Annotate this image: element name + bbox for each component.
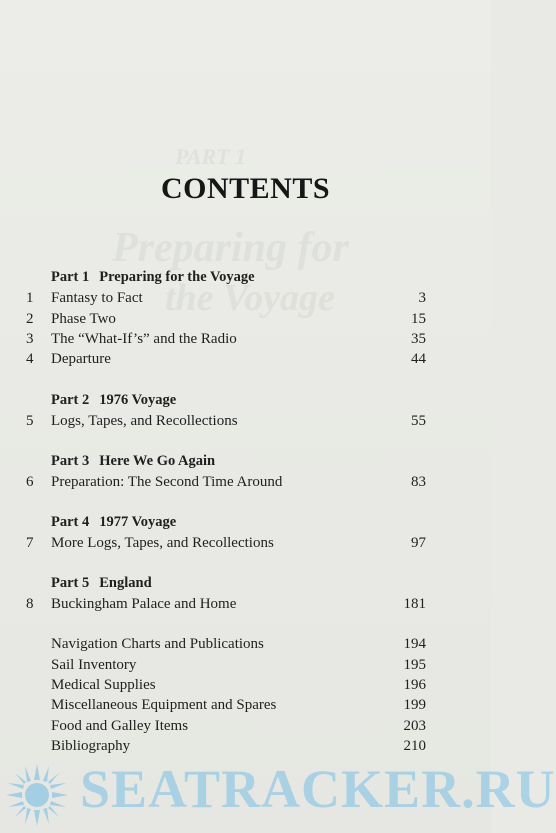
- page-number: 83: [411, 474, 426, 490]
- chapter-title: Buckingham Palace and Home: [51, 596, 237, 612]
- toc-entry[interactable]: [0, 472, 491, 492]
- part-heading: [0, 267, 491, 287]
- toc-entry[interactable]: [0, 594, 491, 614]
- appendix-entry[interactable]: [0, 695, 491, 715]
- page-number: 55: [411, 413, 426, 429]
- appendix-title: Food and Galley Items: [51, 718, 189, 734]
- chapter-number: 6: [26, 474, 34, 490]
- chapter-title: Departure: [51, 351, 111, 367]
- watermark-text: SEATRACKER.RU: [80, 759, 556, 819]
- part-title: Here We Go Again: [99, 453, 216, 469]
- appendix-title: Sail Inventory: [51, 657, 137, 673]
- page-number: 97: [411, 535, 426, 551]
- appendix-entry[interactable]: [0, 655, 491, 675]
- part-title: 1977 Voyage: [99, 514, 177, 530]
- part-number: Part 1: [51, 269, 90, 285]
- appendix-entry[interactable]: [0, 675, 491, 695]
- toc-entry[interactable]: [0, 309, 491, 329]
- show-through-text: PART 1: [175, 144, 247, 169]
- toc-entry[interactable]: [0, 533, 491, 553]
- show-through-text: Preparing for: [112, 225, 349, 271]
- appendix-title: Bibliography: [51, 738, 131, 754]
- toc-entry[interactable]: [0, 411, 491, 431]
- part-title: 1976 Voyage: [99, 392, 177, 408]
- chapter-number: 1: [26, 290, 34, 306]
- appendix-entry[interactable]: [0, 634, 491, 654]
- chapter-title: More Logs, Tapes, and Recollections: [51, 535, 274, 551]
- part-number: Part 2: [51, 392, 90, 408]
- part-number: Part 3: [51, 453, 90, 469]
- part-heading: [0, 390, 491, 410]
- appendix-title: Medical Supplies: [51, 677, 156, 693]
- part-title: England: [99, 575, 152, 591]
- part-heading: [0, 451, 491, 471]
- chapter-number: 5: [26, 413, 34, 429]
- page-number: 210: [403, 738, 426, 754]
- chapter-title: Preparation: The Second Time Around: [51, 474, 283, 490]
- page-number: 15: [411, 311, 426, 327]
- chapter-title: Logs, Tapes, and Recollections: [51, 413, 238, 429]
- chapter-number: 3: [26, 331, 34, 347]
- page-number: 194: [403, 636, 426, 652]
- appendix-entry[interactable]: [0, 736, 491, 756]
- part-heading: [0, 512, 491, 532]
- page-number: 203: [403, 718, 426, 734]
- toc-entry[interactable]: [0, 349, 491, 369]
- chapter-title: The “What-If’s” and the Radio: [51, 331, 237, 347]
- page-number: 196: [403, 677, 426, 693]
- part-title: Preparing for the Voyage: [99, 269, 255, 285]
- part-heading: [0, 573, 491, 593]
- page-number: 181: [403, 596, 426, 612]
- show-through-text: the Voyage: [165, 277, 335, 319]
- appendix-title: Miscellaneous Equipment and Spares: [51, 697, 277, 713]
- page-number: 3: [418, 290, 426, 306]
- page-number: 195: [403, 657, 426, 673]
- page-number: 44: [411, 351, 426, 367]
- chapter-number: 7: [26, 535, 34, 551]
- part-number: Part 5: [51, 575, 90, 591]
- toc-entry[interactable]: [0, 288, 491, 308]
- appendix-title: Navigation Charts and Publications: [51, 636, 264, 652]
- appendix-entry[interactable]: [0, 716, 491, 736]
- toc-entry[interactable]: [0, 329, 491, 349]
- chapter-number: 8: [26, 596, 34, 612]
- page-title: CONTENTS: [160, 172, 331, 205]
- page-number: 199: [403, 697, 426, 713]
- page-number: 35: [411, 331, 426, 347]
- part-number: Part 4: [51, 514, 90, 530]
- chapter-title: Phase Two: [51, 311, 116, 327]
- chapter-number: 4: [26, 351, 34, 367]
- chapter-title: Fantasy to Fact: [51, 290, 143, 306]
- chapter-number: 2: [26, 311, 34, 327]
